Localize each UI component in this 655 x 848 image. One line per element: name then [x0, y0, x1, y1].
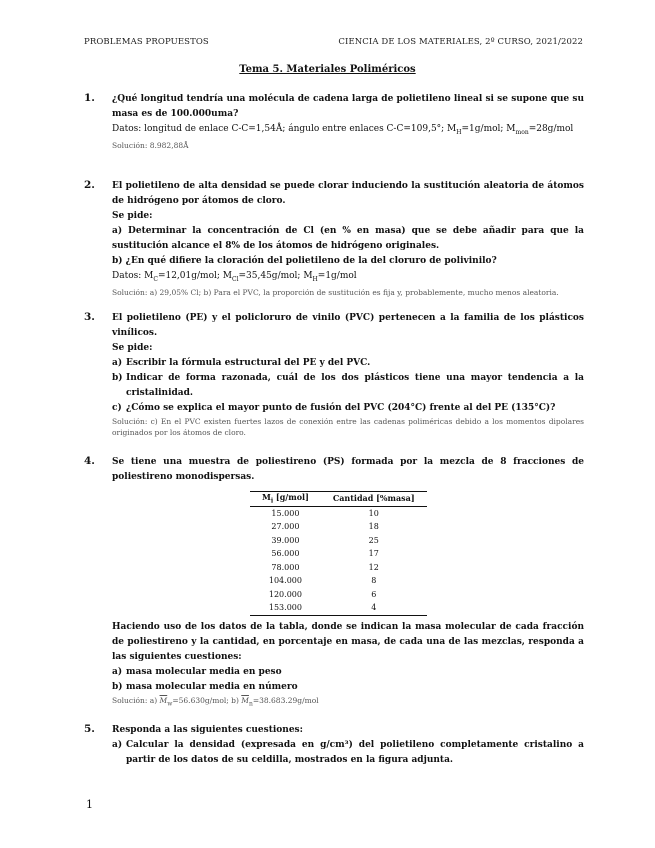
page-title: Tema 5. Materiales Poliméricos: [239, 64, 416, 75]
question-text-after: Haciendo uso de los datos de la tabla, donde se indican la masa molecular de cada fracción de poliestireno y la cantidad, en porcentaje en masa, de cada una de las mezclas, responda a las siguientes cuestiones:: [112, 621, 584, 662]
question-number: 5.: [84, 723, 95, 735]
se-pide-label: Se pide:: [112, 343, 153, 353]
question-1: [84, 92, 584, 151]
question-number: 3.: [84, 311, 95, 323]
column-header-mass: $M_i$ [g/mol]: [250, 492, 321, 507]
question-number: 4.: [84, 455, 95, 467]
list-item: a) Escribir la fórmula estructural del PE y del PVC.: [112, 358, 371, 368]
question-data: Datos: longitud de enlace C-C=1,54Å; ángulo entre enlaces C-C=109,5°; $M_H=1g$/mol; $M_{mon}=28g$/mol: [112, 124, 574, 136]
table-row: 78.000 12: [271, 562, 379, 572]
question-2: [84, 179, 584, 298]
table-row: 56.000 17: [271, 549, 379, 559]
solution-text: Solución: c) En el PVC existen fuertes lazos de conexión entre las cadenas poliméricas debido a los momentos dipolares originados por los átomos de cloro.: [112, 417, 584, 437]
subquestion-a: a) Determinar la concentración de Cl (en % en masa) que se debe añadir para que la sustitución alcance el 8% de los átomos de hidrógeno originales.: [112, 226, 584, 251]
se-pide-label: Se pide:: [112, 211, 153, 221]
subquestion-b: b) ¿En qué difiere la cloración del polietileno de la del cloruro de polivinilo?: [112, 256, 497, 266]
question-text: Se tiene una muestra de poliestireno (PS) formada por la mezcla de 8 fracciones de poliestireno monodispersas.: [112, 457, 584, 482]
question-4: [84, 455, 584, 709]
header-right: CIENCIA DE LOS MATERIALES, 2º CURSO, 2021/2022: [338, 37, 583, 47]
list-item: a) masa molecular media en peso: [112, 666, 282, 677]
question-5: [84, 723, 584, 768]
table-row: 15.000 10: [271, 508, 379, 518]
page-number: 1: [86, 798, 93, 811]
table-header-row: [250, 492, 427, 507]
question-text: El polietileno (PE) y el policloruro de vinilo (PVC) pertenecen a la familia de los plásticos vinílicos.: [112, 313, 584, 338]
question-data: Datos: $M_C=12,01g$/mol; $M_{Cl}=35,45g$/mol; $M_H=1g$/mol: [112, 271, 357, 283]
question-text: ¿Qué longitud tendría una molécula de cadena larga de polietileno lineal si se supone que su masa es de 100.000uma?: [112, 94, 584, 119]
table-row: 153.000 4: [250, 601, 427, 615]
table-row: 120.000 6: [268, 589, 377, 599]
question-text: Responda a las siguientes cuestiones:: [112, 725, 303, 735]
solution-text: Solución: a) 29,05% Cl; b) Para el PVC, la proporción de sustitución es fija y, probablemente, mucho menos aleatoria.: [112, 287, 559, 297]
table-row: 27.000 18: [271, 522, 379, 532]
question-text: El polietileno de alta densidad se puede clorar induciendo la sustitución aleatoria de átomos de hidrógeno por átomos de cloro.: [112, 181, 584, 206]
question-number: 2.: [84, 179, 95, 191]
solution-text: Solución: 8.982,88Å: [112, 140, 189, 150]
question-number: 1.: [84, 92, 95, 104]
list-item: b) Indicar de forma razonada, cuál de los dos plásticos tiene una mayor tendencia a la cristalinidad.: [112, 373, 584, 398]
data-table: [250, 491, 427, 616]
table-row: 39.000 25: [271, 535, 379, 545]
solution-text: Solución: a) $\overline{M}_w=56.630g$/mol; b) $\overline{M}_n=38.683.29g$/mol: [112, 695, 319, 708]
column-header-amount: Cantidad [%masa]: [321, 492, 427, 507]
question-3: [84, 311, 584, 438]
list-item: b) masa molecular media en número: [112, 681, 298, 692]
table-row: 104.000 8: [268, 576, 377, 586]
list-item: a) Calcular la densidad (expresada en g/cm³) del polietileno completamente cristalino a partir de los datos de su celdilla, mostrados en la figura adjunta.: [112, 740, 584, 765]
header-left: PROBLEMAS PROPUESTOS: [84, 37, 209, 47]
list-item: c) ¿Cómo se explica el mayor punto de fusión del PVC (204°C) frente al del PE (135°C)?: [112, 403, 556, 413]
